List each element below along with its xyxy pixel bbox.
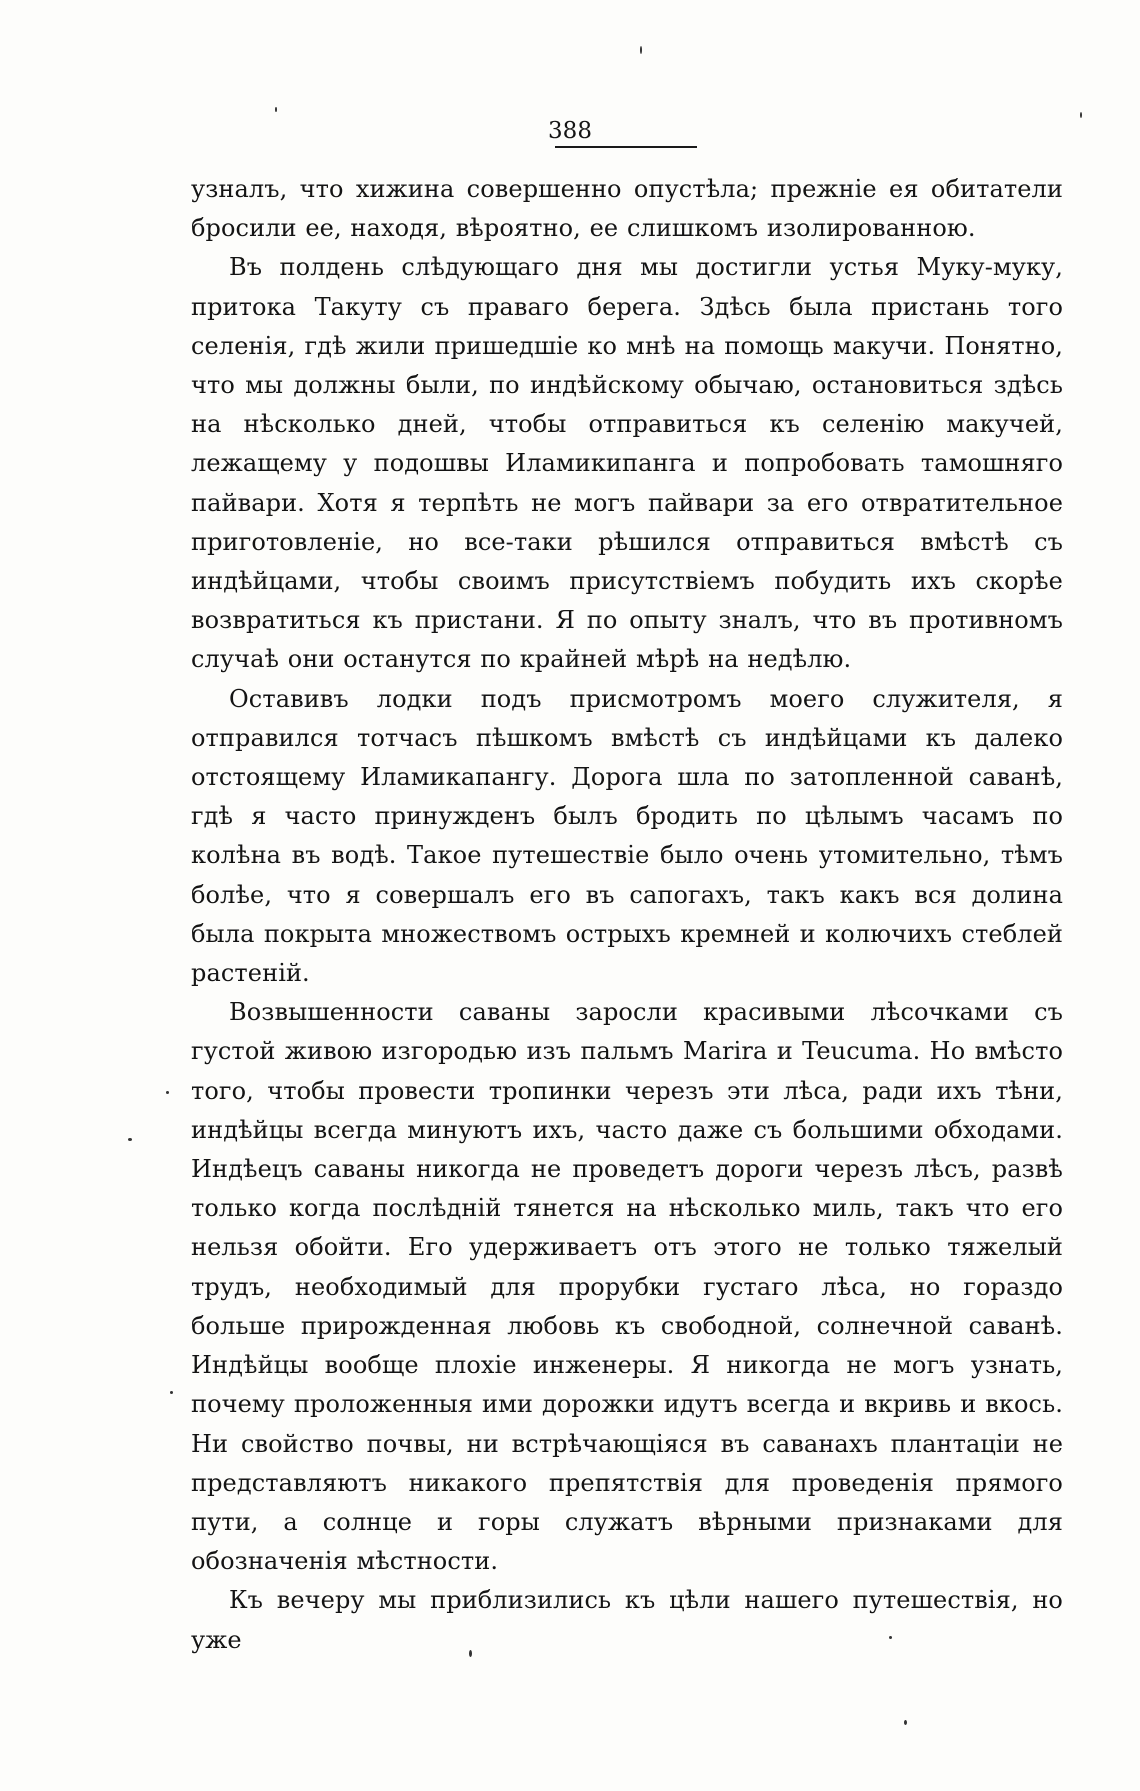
scan-speck xyxy=(166,1091,169,1094)
scan-speck xyxy=(275,107,277,112)
paragraph: Оставивъ лодки подъ присмотромъ моего служителя, я отправился тотчасъ пѣшкомъ вмѣстѣ съ индѣйцами къ далеко отстоящему Иламикапангу. Дорога шла по затопленной саванѣ, гдѣ я часто принужденъ былъ бродить по цѣлымъ часамъ по колѣна въ водѣ. Такое путешествіе было очень утомительно, тѣмъ болѣе, что я совершалъ его въ сапогахъ, такъ какъ вся долина была покрыта множествомъ острыхъ кремней и колючихъ стеблей растеній. xyxy=(191,684,1063,988)
scan-speck xyxy=(170,1391,173,1394)
paragraph: Къ вечеру мы приблизились къ цѣли нашего путешествія, но уже xyxy=(191,1586,1063,1654)
paragraph: узналъ, что хижина совершенно опустѣла; прежніе ея обитатели бросили ее, находя, вѣроятно, ее слишкомъ изолированною. xyxy=(191,175,1063,243)
page-number-rule xyxy=(555,146,697,148)
body-text xyxy=(191,170,1063,1660)
scan-speck xyxy=(640,46,642,54)
scan-speck xyxy=(889,1636,892,1639)
scan-speck xyxy=(128,1138,132,1141)
paragraph: Въ полдень слѣдующаго дня мы достигли устья Муку-муку, притока Такуту съ праваго берега. Здѣсь была пристань того селенія, гдѣ жили пришедшіе ко мнѣ на помощь макучи. Понятно, что мы должны были, по индѣйскому обычаю, остановиться здѣсь на нѣсколько дней, чтобы отправиться къ селенію макучей, лежащему у подошвы Иламикипанга и попробовать тамошняго пайвари. Хотя я терпѣть не могъ пайвари за его отвратительное приготовленіе, но все-таки рѣшился отправиться вмѣстѣ съ индѣйцами, чтобы своимъ присутствіемъ побудить ихъ скорѣе возвратиться къ пристани. Я по опыту зналъ, что въ противномъ случаѣ они останутся по крайней мѣрѣ на недѣлю. xyxy=(191,253,1063,674)
page-number: 388 xyxy=(548,118,592,144)
scan-speck xyxy=(469,1650,472,1657)
scan-speck xyxy=(1080,112,1082,118)
scan-speck xyxy=(904,1720,907,1725)
paragraph: Возвышенности саваны заросли красивыми лѣсочками съ густой живою изгородью изъ пальмъ Marira и Teucuma. Но вмѣсто того, чтобы провести тропинки черезъ эти лѣса, ради ихъ тѣни, индѣйцы всегда минуютъ ихъ, часто даже съ большими обходами. Индѣецъ саваны никогда не проведетъ дороги черезъ лѣсъ, развѣ только когда послѣдній тянется на нѣсколько миль, такъ что его нельзя обойти. Его удерживаетъ отъ этого не только тяжелый трудъ, необходимый для прорубки густаго лѣса, но гораздо больше прирожденная любовь къ свободной, солнечной саванѣ. Индѣйцы вообще плохіе инженеры. Я никогда не могъ узнать, почему проложенныя ими дорожки идутъ всегда и вкривь и вкось. Ни свойство почвы, ни встрѣчающіяся въ саванахъ плантаціи не представляютъ никакого препятствія для проведенія прямого пути, а солнце и горы служатъ вѣрными признаками для обозначенія мѣстности. xyxy=(191,998,1063,1576)
